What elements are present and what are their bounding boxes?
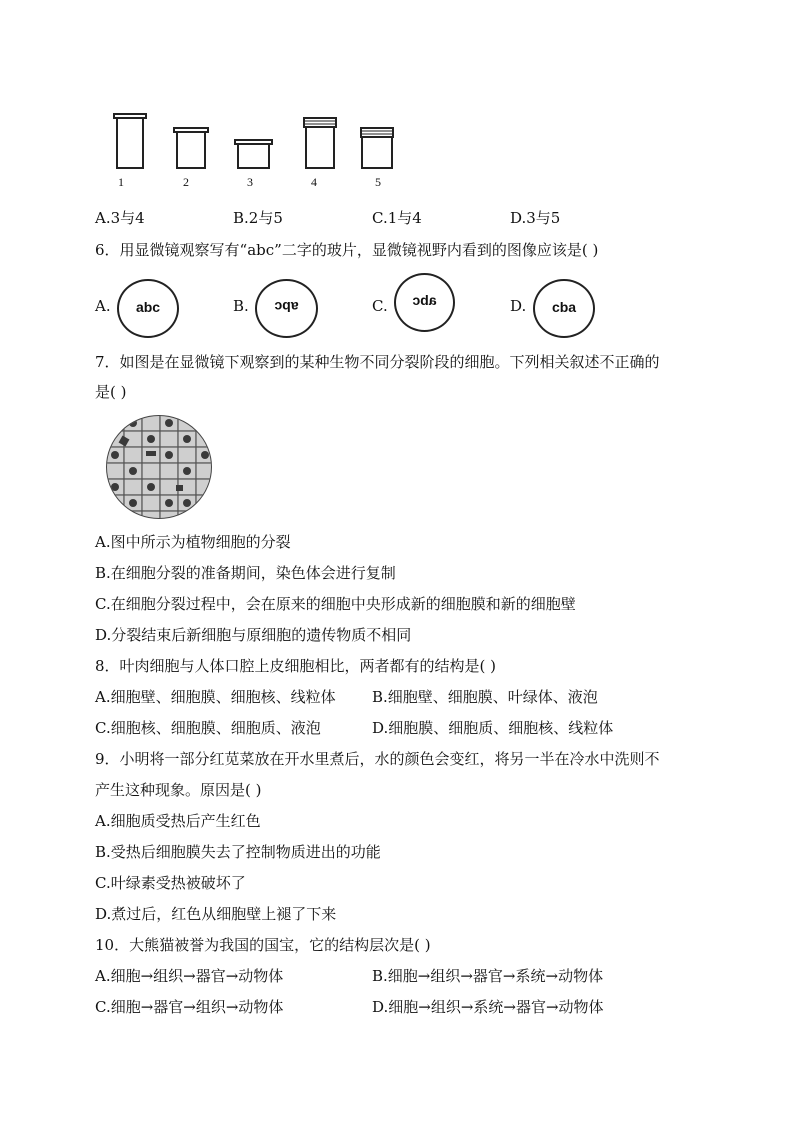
q6-option-a-image [117,279,179,338]
q5-option-c: C.1与4 [372,209,422,227]
q8-option-c: C.细胞核、细胞膜、细胞质、液泡 [95,719,321,737]
q7-micrograph [104,413,214,521]
q9-option-b: B.受热后细胞膜失去了控制物质进出的功能 [95,843,381,861]
q7-stem-line2: 是( ) [95,383,127,401]
q8-option-d: D.细胞膜、细胞质、细胞核、线粒体 [372,719,614,737]
q6-option-a-text: abc [135,299,161,315]
q10-option-b: B.细胞→组织→器官→系统→动物体 [372,967,604,985]
figure-number-1: 1 [118,175,124,189]
q6-option-b-image [255,279,318,338]
q9-option-c: C.叶绿素受热被破坏了 [95,874,246,892]
q6-option-d-text: cba [551,299,577,315]
figure-number-4: 4 [311,175,317,189]
q7-option-b: B.在细胞分裂的准备期间，染色体会进行复制 [95,564,396,582]
figure-number-3: 3 [247,175,253,189]
q6-option-d-image [533,279,595,338]
q7-option-a: A.图中所示为植物细胞的分裂 [95,533,291,551]
q7-option-d: D.分裂结束后新细胞与原细胞的遗传物质不相同 [95,626,412,644]
q6-stem: 6．用显微镜观察写有“abc”二字的玻片，显微镜视野内看到的图像应该是( ) [95,241,599,259]
q9-stem-line1: 9．小明将一部分红苋菜放在开水里煮后，水的颜色会变红，将另一半在冷水中洗则不 [95,750,660,768]
q6-option-b-label: B. [233,297,249,315]
q7-stem-line1: 7．如图是在显微镜下观察到的某种生物不同分裂阶段的细胞。下列相关叙述不正确的 [95,353,660,371]
q8-option-a: A.细胞壁、细胞膜、细胞核、线粒体 [95,688,336,706]
q6-option-d-label: D. [510,297,527,315]
q5-option-b: B.2与5 [233,209,283,227]
q6-option-b-text: abc [274,299,299,315]
figure-number-5: 5 [375,175,381,189]
q9-option-d: D.煮过后，红色从细胞壁上褪了下来 [95,905,337,923]
q10-option-a: A.细胞→组织→器官→动物体 [95,967,284,985]
q5-option-a: A.3与4 [95,209,145,227]
q10-option-d: D.细胞→组织→系统→器官→动物体 [372,998,604,1016]
q8-option-b: B.细胞壁、细胞膜、叶绿体、液泡 [372,688,598,706]
container-4 [304,118,336,168]
container-1 [114,114,146,168]
q10-option-c: C.细胞→器官→组织→动物体 [95,998,284,1016]
q10-stem: 10．大熊猫被誉为我国的国宝，它的结构层次是( ) [95,936,431,954]
q6-option-c-image [394,273,455,332]
q8-stem: 8．叶肉细胞与人体口腔上皮细胞相比，两者都有的结构是( ) [95,657,497,675]
container-5 [361,128,393,168]
q6-option-c-label: C. [372,297,388,315]
q6-option-c-text: abc [412,292,437,308]
container-3 [235,140,272,168]
q7-option-c: C.在细胞分裂过程中，会在原来的细胞中央形成新的细胞膜和新的细胞壁 [95,595,576,613]
q9-option-a: A.细胞质受热后产生红色 [95,812,261,830]
figure-number-2: 2 [183,175,189,189]
q6-option-a-label: A. [95,297,111,315]
container-2 [174,128,208,168]
q5-option-d: D.3与5 [510,209,561,227]
q9-stem-line2: 产生这种现象。原因是( ) [95,781,262,799]
